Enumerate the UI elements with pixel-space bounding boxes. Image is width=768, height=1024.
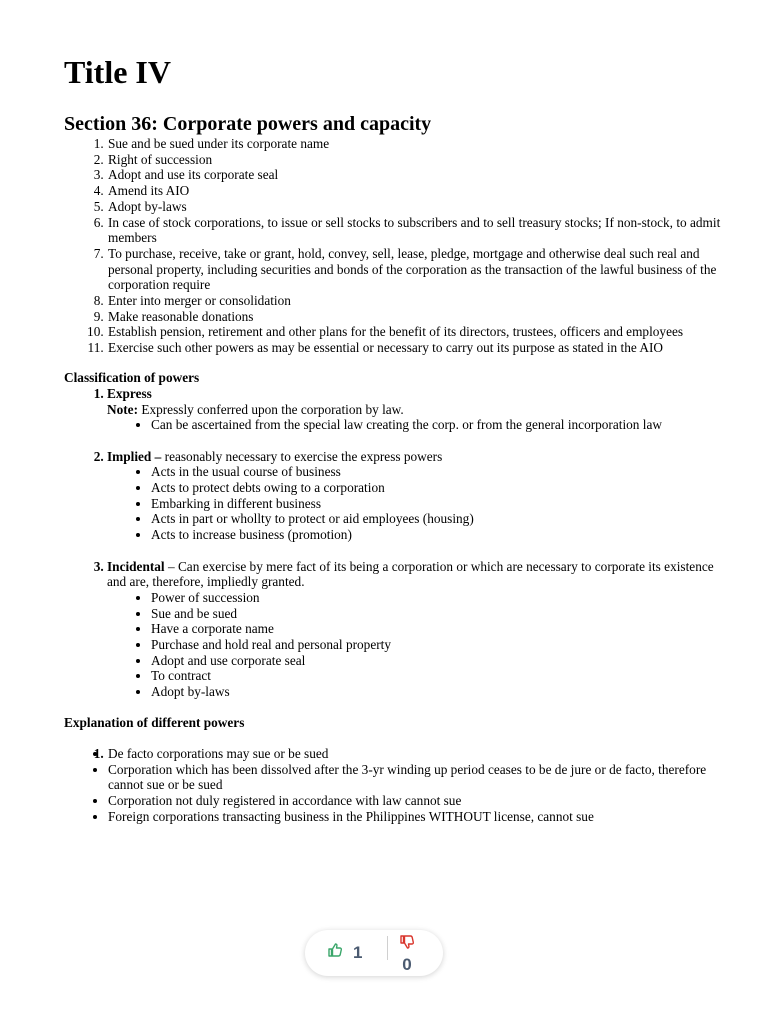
list-item: • Acts to protect debts owing to a corporation <box>151 480 734 496</box>
express-note <box>107 402 734 418</box>
list-item: • Have a corporate name <box>151 621 734 637</box>
explanation-bullets <box>86 746 734 825</box>
list-item: • Adopt and use corporate seal <box>151 653 734 669</box>
section-heading: Section 36: Corporate powers and capacity <box>64 113 432 135</box>
downvote-count: 0 <box>402 955 412 974</box>
incidental-label: Incidental <box>107 558 165 574</box>
list-item: • Corporation which has been dissolved after the 3-yr winding up period ceases to be de jure or de facto, therefore cannot sue or be sued <box>108 762 734 793</box>
list-item: • Acts to increase business (promotion) <box>151 527 734 543</box>
list-item: • Foreign corporations transacting business in the Philippines WITHOUT license, cannot sue <box>108 809 734 825</box>
list-item: 10. Establish pension, retirement and other plans for the benefit of its directors, trustees, officers and employees <box>107 324 734 340</box>
list-item: • Power of succession <box>151 590 734 606</box>
list-item: 11. Exercise such other powers as may be essential or necessary to carry out its purpose as stated in the AIO <box>107 340 734 356</box>
document-page <box>64 54 734 824</box>
list-item: 9. Make reasonable donations <box>107 309 734 325</box>
incidental-bullets <box>107 590 734 700</box>
express-bullets <box>107 417 734 433</box>
note-text: Expressly conferred upon the corporation by law. <box>138 401 404 417</box>
classification-heading: Classification of powers <box>64 369 200 385</box>
upvote-count: 1 <box>353 942 363 962</box>
list-item: 6. In case of stock corporations, to issue or sell stocks to subscribers and to sell treasury stocks; If non-stock, to admit members <box>107 215 734 246</box>
list-item: • Embarking in different business <box>151 496 734 512</box>
corporate-powers-list <box>64 136 734 356</box>
incidental-power-item <box>107 559 734 700</box>
classification-list <box>64 386 734 700</box>
list-item: • Adopt by-laws <box>151 684 734 700</box>
downvote-button[interactable] <box>395 934 419 975</box>
vote-divider <box>387 936 388 960</box>
implied-desc: reasonably necessary to exercise the express powers <box>161 448 443 464</box>
list-item: • Sue and be sued <box>151 606 734 622</box>
upvote-button[interactable] <box>327 942 362 963</box>
document-title: Title IV <box>64 54 171 90</box>
explanation-heading: Explanation of different powers <box>64 714 245 730</box>
list-item: 8. Enter into merger or consolidation <box>107 293 734 309</box>
list-item: 2. Right of succession <box>107 152 734 168</box>
list-item: • 1. De facto corporations may sue or be sued <box>108 746 734 762</box>
explanation-item <box>107 746 734 825</box>
thumbs-up-icon <box>327 942 343 963</box>
list-item: • Purchase and hold real and personal property <box>151 637 734 653</box>
list-item: • Acts in part or whollty to protect or aid employees (housing) <box>151 511 734 527</box>
list-item: 5. Adopt by-laws <box>107 199 734 215</box>
implied-bullets <box>107 464 734 543</box>
list-item: • Corporation not duly registered in accordance with law cannot sue <box>108 793 734 809</box>
incidental-desc: – Can exercise by mere fact of its being a corporation or which are necessary to corporate its existence and are, therefore, impliedly granted. <box>107 558 714 590</box>
express-label: Express <box>107 385 152 401</box>
list-item: 1. Sue and be sued under its corporate name <box>107 136 734 152</box>
list-item: 4. Amend its AIO <box>107 183 734 199</box>
note-label: Note: <box>107 401 139 417</box>
list-item: 3. Adopt and use its corporate seal <box>107 167 734 183</box>
explanation-list <box>64 746 734 825</box>
list-item: 7. To purchase, receive, take or grant, hold, convey, sell, lease, pledge, mortgage and otherwise deal such real and personal property, including securities and bonds of the corporation as the transaction of the lawful business of the corporation require <box>107 246 734 293</box>
list-item: • Acts in the usual course of business <box>151 464 734 480</box>
implied-power-item <box>107 449 734 543</box>
list-item: • To contract <box>151 668 734 684</box>
implied-label: Implied – <box>107 448 162 464</box>
express-power-item <box>107 386 734 433</box>
vote-widget <box>305 930 443 976</box>
thumbs-down-icon <box>399 937 415 954</box>
list-item: • Can be ascertained from the special law creating the corp. or from the general incorporation law <box>151 417 734 433</box>
